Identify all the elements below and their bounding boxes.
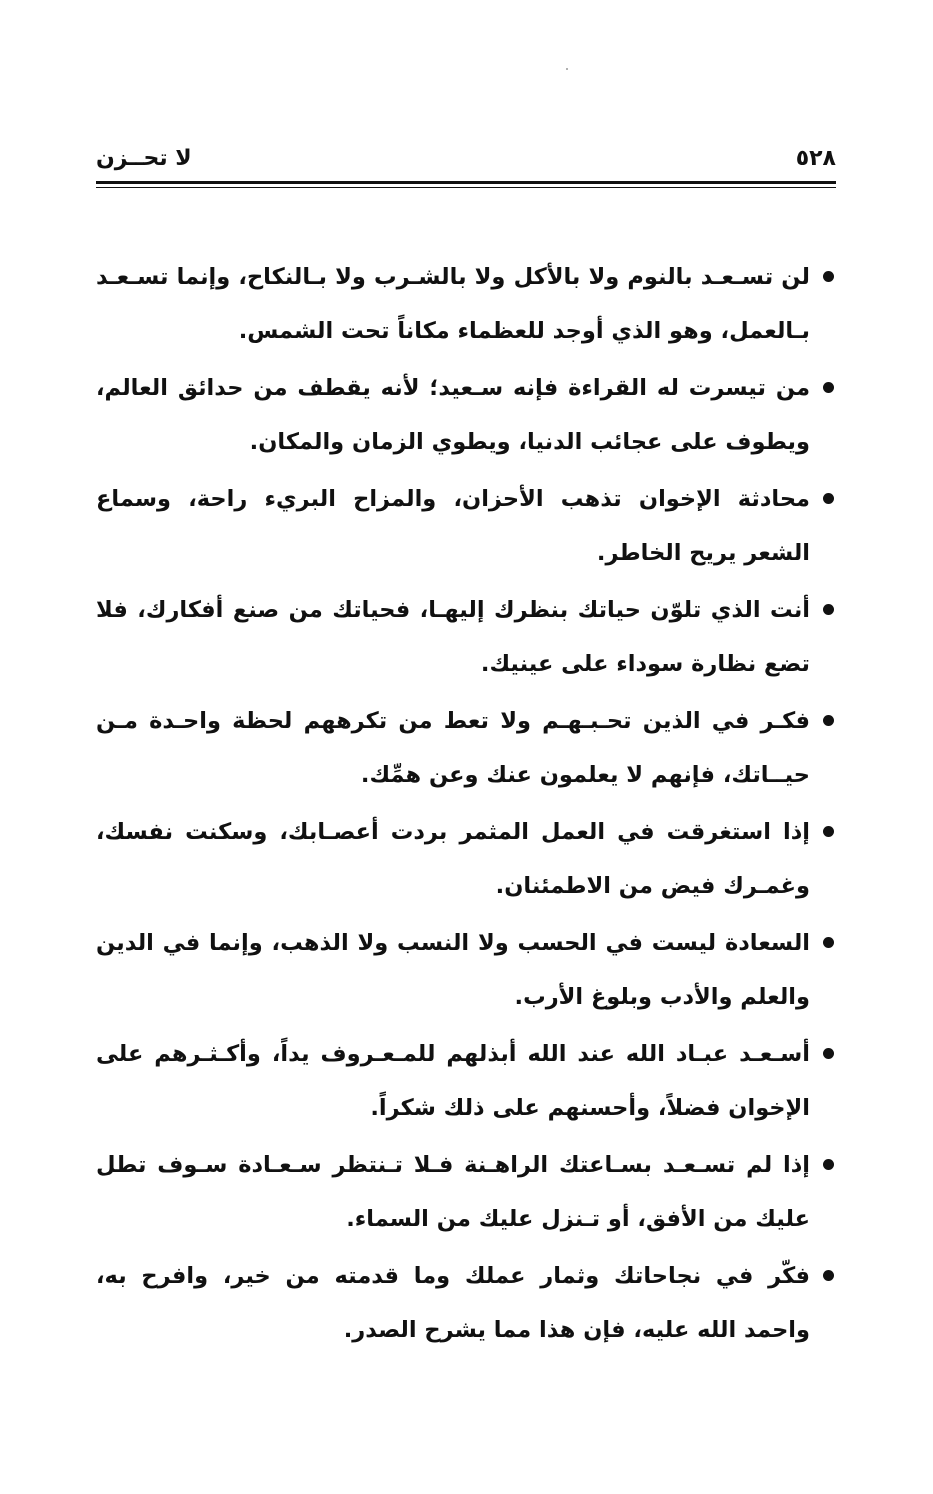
bullet-icon [823,826,834,837]
page-number: ٥٢٨ [795,146,836,171]
item-text: أسـعـد عبـاد الله عند الله أبذلهم للمـعـروف يداً، وأكـثـرهم على الإخوان فضلاً، وأحسنهم على ذلك شكراً. [96,1041,810,1121]
header-rule-thin [96,187,836,188]
list-item [96,361,836,469]
list-item [96,1138,836,1246]
list-item [96,694,836,802]
running-title: لا تحــزن [96,146,192,171]
bullet-icon [823,493,834,504]
bullet-icon [823,1048,834,1059]
bullet-icon [823,1270,834,1281]
bullet-icon [823,1159,834,1170]
item-text: السعادة ليست في الحسب ولا النسب ولا الذهب، وإنما في الدين والعلم والأدب وبلوغ الأرب. [96,930,810,1010]
item-text: إذا لم تسـعـد بسـاعتك الراهـنة فـلا تـنتظر سـعـادة سـوف تطل عليك من الأفق، أو تـنزل عليك من السماء. [96,1152,810,1232]
item-text: من تيسرت له القراءة فإنه سـعيد؛ لأنه يقطف من حدائق العالم، ويطوف على عجائب الدنيا، ويطوي الزمان والمكان. [96,375,810,455]
bullet-list [96,250,836,1360]
item-text: أنت الذي تلوّن حياتك بنظرك إليهـا، فحياتك من صنع أفكارك، فلا تضع نظارة سوداء على عينيك. [96,597,810,677]
list-item [96,1027,836,1135]
list-item [96,916,836,1024]
item-text: إذا استغرقت في العمل المثمر بردت أعصـابك، وسكنت نفسك، وغمـرك فيض من الاطمئنان. [96,819,810,899]
list-item [96,805,836,913]
list-item [96,250,836,358]
item-text: لن تسـعـد بالنوم ولا بالأكل ولا بالشـرب ولا بـالنكاح، وإنما تسـعـد بـالعمل، وهو الذي أوجد للعظماء مكاناً تحت الشمس. [96,264,810,344]
item-text: محادثة الإخوان تذهب الأحزان، والمزاح البريء راحة، وسماع الشعر يريح الخاطر. [96,486,810,566]
list-item [96,472,836,580]
item-text: فكّر في نجاحاتك وثمار عملك وما قدمته من خير، وافرح به، واحمد الله عليه، فإن هذا مما يشرح الصدر. [96,1263,810,1343]
bullet-icon [823,271,834,282]
item-text: فكـر في الذين تحـبـهـم ولا تعط من تكرههم لحظة واحـدة مـن حيــاتك، فإنهم لا يعلمون عنك وعن همِّك. [96,708,810,788]
bullet-icon [823,382,834,393]
header-rule-thick [96,181,836,184]
bullet-icon [823,937,834,948]
list-item [96,1249,836,1357]
page-header [96,146,836,186]
bullet-icon [823,715,834,726]
scan-speck [566,68,568,70]
list-item [96,583,836,691]
bullet-icon [823,604,834,615]
